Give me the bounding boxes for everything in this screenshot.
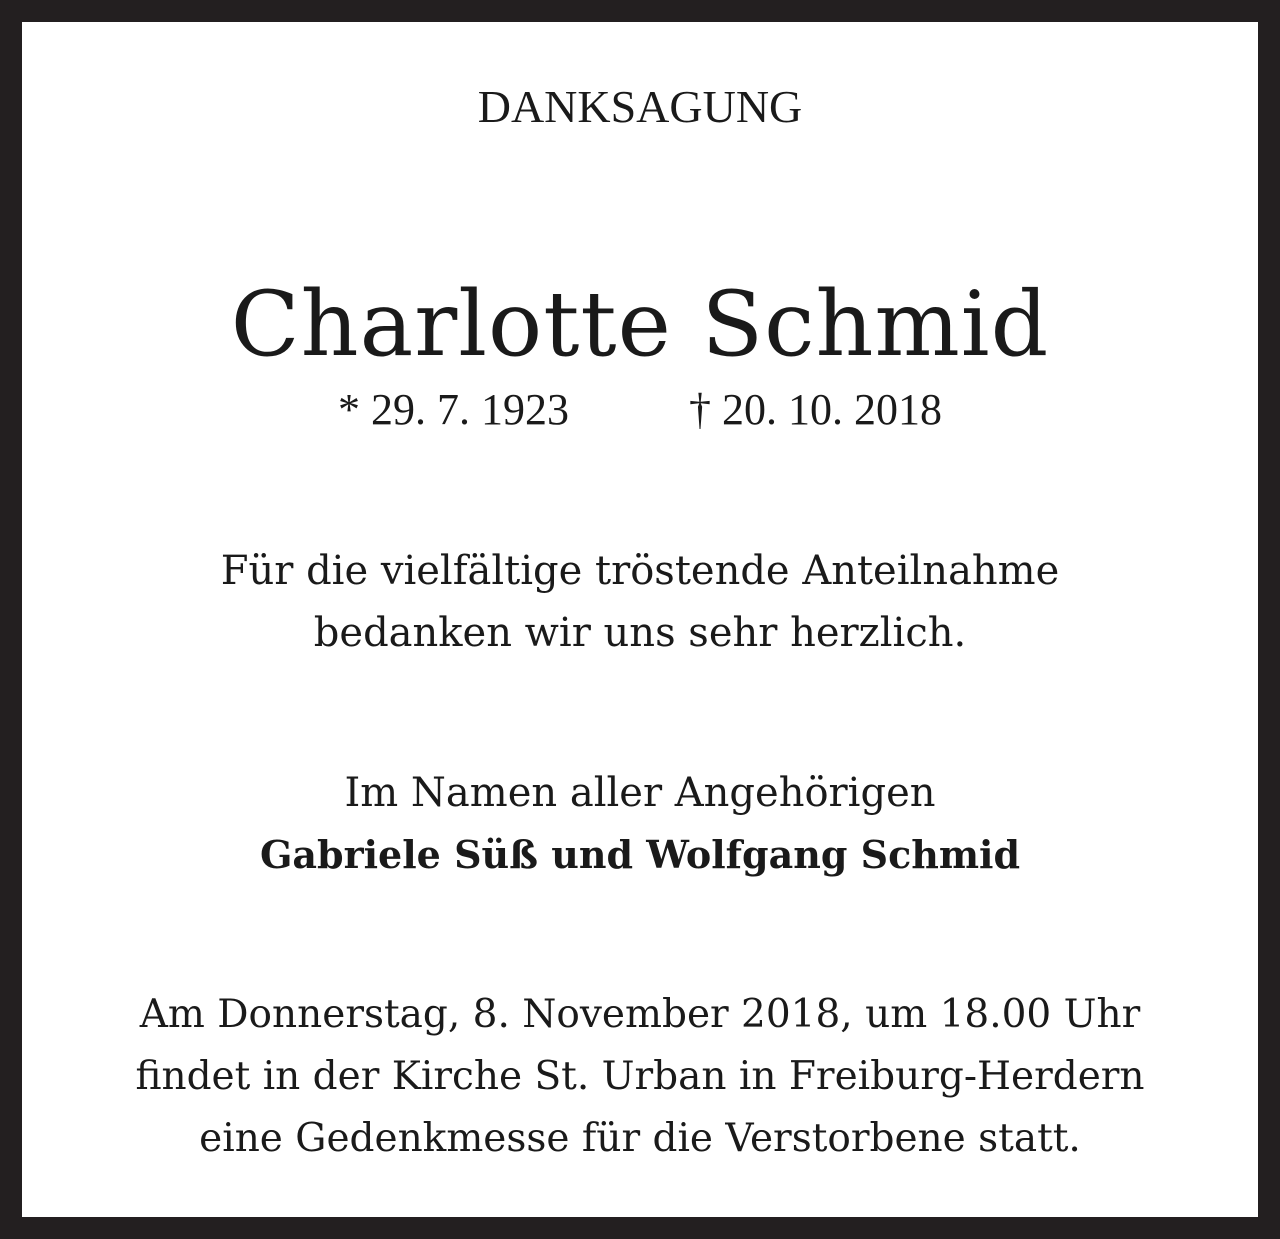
deceased-name: Charlotte Schmid bbox=[230, 272, 1050, 377]
birth-date: * 29. 7. 1923 bbox=[338, 385, 569, 434]
obituary-notice bbox=[22, 22, 1258, 1217]
death-date: † 20. 10. 2018 bbox=[689, 385, 942, 434]
memorial-line-2: findet in der Kirche St. Urban in Freiburg-Herdern bbox=[135, 1054, 1145, 1099]
thanks-line-1: Für die vielfältige tröstende Anteilnahme bbox=[220, 548, 1060, 594]
memorial-line-1: Am Donnerstag, 8. November 2018, um 18.00 Uhr bbox=[139, 992, 1141, 1037]
memorial-line-3: eine Gedenkmesse für die Verstorbene statt. bbox=[199, 1116, 1081, 1161]
family-names: Gabriele Süß und Wolfgang Schmid bbox=[259, 832, 1021, 877]
notice-heading: DANKSAGUNG bbox=[477, 81, 803, 132]
thanks-line-2: bedanken wir uns sehr herzlich. bbox=[313, 610, 967, 656]
on-behalf-line: Im Namen aller Angehörigen bbox=[344, 770, 936, 816]
life-dates bbox=[22, 384, 1258, 435]
